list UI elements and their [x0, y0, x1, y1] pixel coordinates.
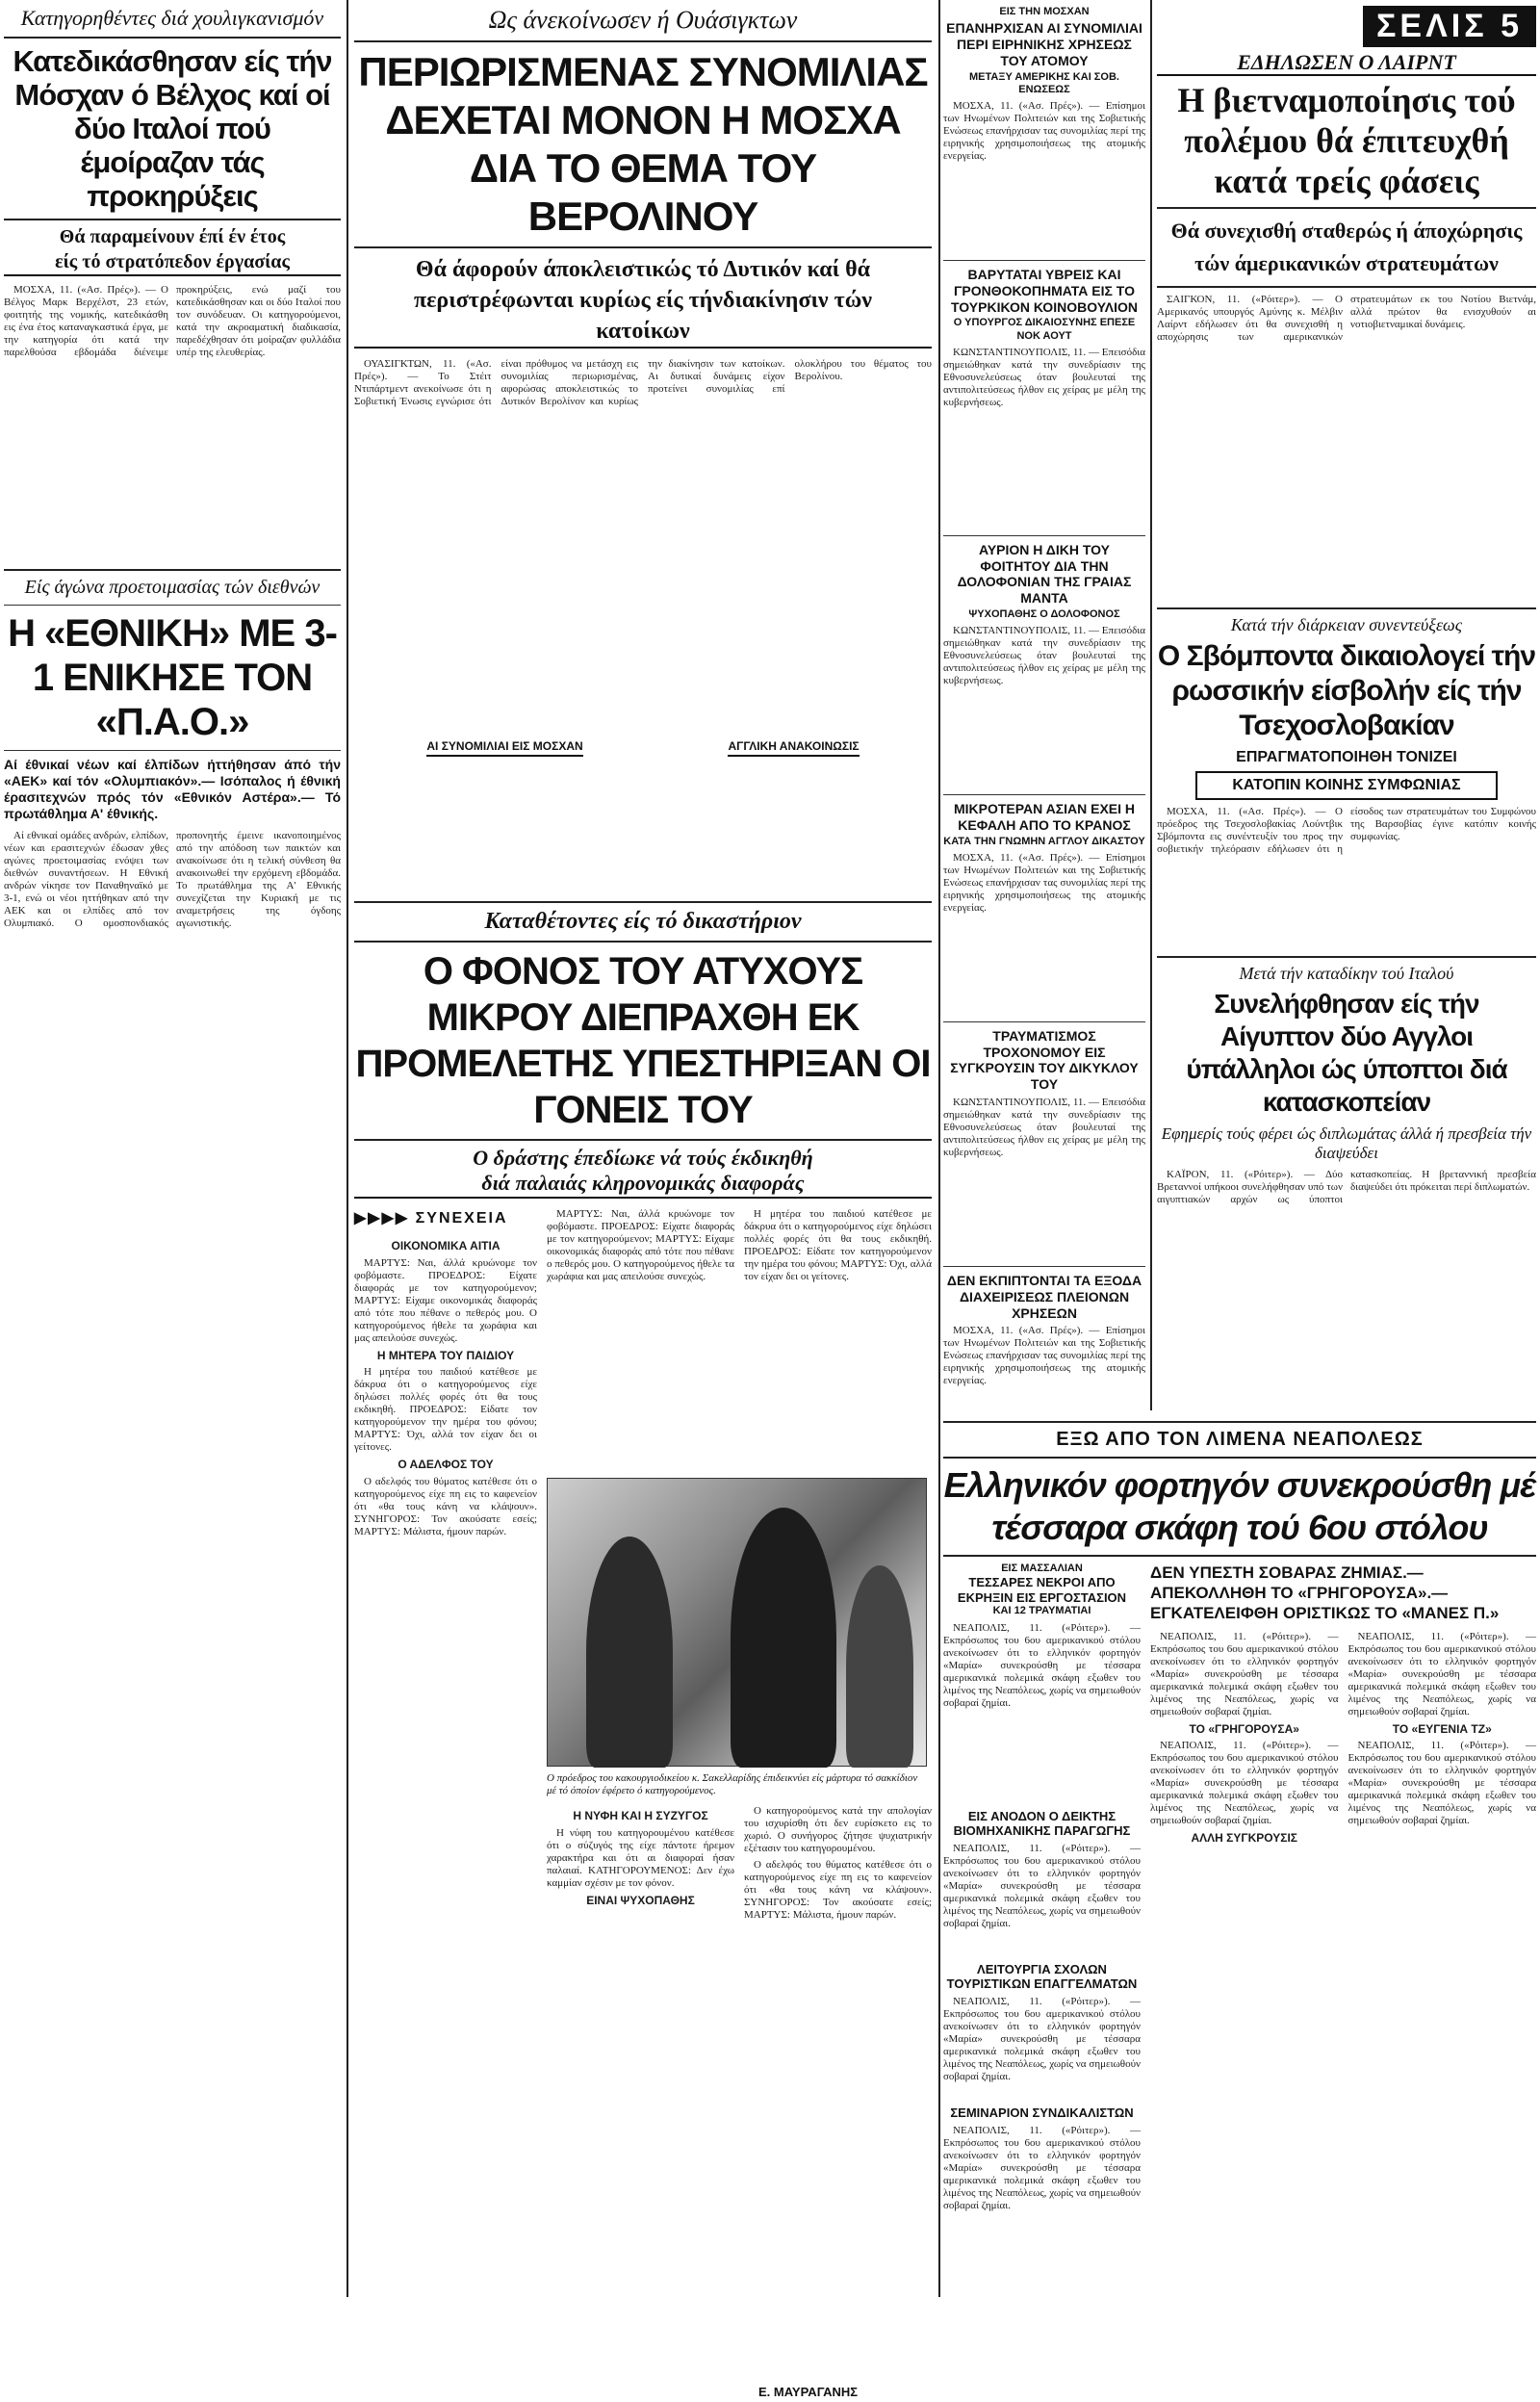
article-headline: Ο Σβόμποντα δικαιολογεί τήν ρωσσικήν είσβολήν είς τήν Τσεχοσλοβακίαν — [1157, 640, 1536, 742]
article-body — [4, 830, 341, 2332]
subheads-row — [354, 739, 932, 757]
right-column — [1157, 6, 1536, 1411]
divider — [4, 750, 341, 751]
divider — [4, 37, 341, 39]
article-headline: ΕΙΣ ΑΝΟΔΟΝ Ο ΔΕΙΚΤΗΣ ΒΙΟΜΗΧΑΝΙΚΗΣ ΠΑΡΑΓΩΓΗΣ — [953, 1808, 1131, 1839]
article-body — [943, 852, 1145, 1016]
paragraph: ΜΟΣΧΑ, 11. («Ασ. Πρές»). — Επίσημοι των Ηνωμένων Πολιτειών και της Σοβιετικής Ενώσεως επανήρχισαν τας συνομιλίας περί της ειρηνικής χρησιμοποιήσεως της ατομικής ενεργείας. — [943, 99, 1145, 162]
photo-figure — [846, 1565, 913, 1768]
divider — [354, 246, 932, 248]
narrow-column — [943, 6, 1145, 1411]
photo-figure — [586, 1537, 673, 1768]
article-body — [547, 1805, 932, 2383]
article-headline: Η βιετναμοποίησις τού πολέμου θά έπιτευχθή κατά τρείς φάσεις — [1177, 81, 1516, 201]
court-photo — [547, 1478, 927, 1767]
divider — [4, 219, 341, 220]
divider — [1157, 956, 1536, 958]
article-kicker: Κατά τήν διάρκειαν συνεντεύξεως — [1230, 615, 1463, 635]
article-body — [943, 100, 1145, 254]
article-body — [943, 1843, 1141, 1958]
article-body — [943, 2125, 1141, 2231]
paragraph: ΝΕΑΠΟΛΙΣ, 11. («Ρόιτερ»). — Εκπρόσωπος του 6ου αμερικανικού στόλου ανεκοίνωσεν ότι το ελληνικόν φορτηγόν «Μαρία» συνεκρούσθη με τέσσαρα αμερικανικά πολεμικά σκάφη εξωθεν του λιμένος της Νεαπόλεως, χωρίς να σημειωθούν σοβαραί ζημίαι. — [1348, 1631, 1536, 1718]
article-headline: ΛΕΙΤΟΥΡΓΙΑ ΣΧΟΛΩΝ ΤΟΥΡΙΣΤΙΚΩΝ ΕΠΑΓΓΕΛΜΑΤΩΝ — [946, 1961, 1138, 1992]
article-headline: ΠΕΡΙΩΡΙΣΜΕΝΑΣ ΣΥΝΟΜΙΛΙΑΣ ΔΕΧΕΤΑΙ ΜΟΝΟΝ Η ΜΟΣΧΑ ΔΙΑ ΤΟ ΘΕΜΑ ΤΟΥ ΒΕΡΟΛΙΝΟΥ — [358, 49, 928, 239]
paragraph: ΟΥΑΣΙΓΚΤΩΝ, 11. («Ασ. Πρές»). — Το Στέιτ Ντιπάρτμεντ ανεκοίνωσε ότι η Σοβιετική Ένωσις εγνώρισε ότι είναι πρόθυμος να μετάσχη εις συνομιλίας περιωρισμένας, αφορώσας αποκλειστικώς το Δυτικόν Βερολίνον και κυρίως την διακίνησιν των κατοίκων. Αι δυτικαί δυνάμεις είχον προτείνει συνομιλίας επί ολοκλήρου του θέματος του Βερολίνου. — [354, 358, 932, 407]
article-headline: Κατεδικάσθησαν είς τήν Μόσχαν ό Βέλχος καί οί δύο Ιταλοί πού έμοίραζαν τάς προκηρύξεις — [13, 44, 332, 213]
court-story — [354, 895, 932, 2400]
byline: Ε. ΜΑΥΡΑΓΑΝΗΣ — [758, 2385, 859, 2400]
article-kicker: Είς άγώνα προετοιμασίας τών διεθνών — [24, 577, 321, 598]
article-headline: ΜΙΚΡΟΤΕΡΑΝ ΑΣΙΑΝ ΕΧΕΙ Η ΚΕΦΑΛΗ ΑΠΟ ΤΟ ΚΡΑΝΟΣ — [953, 801, 1136, 833]
paragraph: ΚΩΝΣΤΑΝΤΙΝΟΥΠΟΛΙΣ, 11. — Επεισόδια σημειώθηκαν κατά την συνεδρίασιν της Εθνοσυνελεύσεως όταν βουλευταί της αντιπολιτεύσεως ήλθον εις χείρας με μέλη της κυβερνήσεως. — [943, 625, 1145, 687]
subhead: ΑΛΛΗ ΣΥΓΚΡΟΥΣΙΣ — [1191, 1831, 1297, 1846]
center-column — [354, 6, 932, 872]
article-kicker: Καταθέτοντες είς τό δικαστήριον — [484, 909, 802, 934]
article-body — [1150, 1631, 1536, 2247]
ship-sidebar — [943, 1563, 1141, 2294]
subhead: ΜΕΤΑΞΥ ΑΜΕΡΙΚΗΣ ΚΑΙ ΣΟΒ. ΕΝΩΣΕΩΣ — [969, 70, 1119, 95]
divider — [354, 941, 932, 943]
article-deck: ΔΕΝ ΥΠΕΣΤΗ ΣΟΒΑΡΑΣ ΖΗΜΙΑΣ.— ΑΠΕΚΟΛΛΗΘΗ ΤΟ «ΓΡΗΓΟΡΟΥΣΑ».— ΕΓΚΑΤΕΛΕΙΦΘΗ ΟΡΙΣΤΙΚΩΣ ΤΟ «ΜΑΝΕΣ Π.» — [1150, 1563, 1500, 1622]
divider — [943, 1021, 1145, 1022]
divider — [1157, 207, 1536, 209]
paragraph: Η νύφη του κατηγορουμένου κατέθεσε ότι ο σύζυγός της είχε πάντοτε ήρεμον χαρακτήρα και ότι αι διαφοραί ήσαν παλαιαί. ΚΑΤΗΓΟΡΟΥΜΕΝΟΣ: Δεν έχω καμμίαν σχέσιν με τον φόνον. — [547, 1826, 734, 1889]
paragraph: ΜΟΣΧΑ, 11. («Ασ. Πρές»). — Επίσημοι των Ηνωμένων Πολιτειών και της Σοβιετικής Ενώσεως επανήρχισαν τας συνομιλίας περί της ειρηνικής χρησιμοποιήσεως της ατομικής ενεργείας. — [943, 1325, 1145, 1387]
paragraph: ΝΕΑΠΟΛΙΣ, 11. («Ρόιτερ»). — Εκπρόσωπος του 6ου αμερικανικού στόλου ανεκοίνωσεν ότι το ελληνικόν φορτηγόν «Μαρία» συνεκρούσθη με τέσσαρα αμερικανικά πολεμικά σκάφη εξωθεν του λιμένος της Νεαπόλεως, χωρίς να σημειωθούν σοβαραί ζημίαι. — [943, 1621, 1141, 1709]
arrow-right-icon: ▶▶▶▶ — [354, 1210, 410, 1227]
paragraph: ΜΟΣΧΑ, 11. («Ασ. Πρές»). — Επίσημοι των Ηνωμένων Πολιτειών και της Σοβιετικής Ενώσεως επανήρχισαν τας συνομιλίας περί της ειρηνικής χρησιμοποιήσεως της ατομικής ενεργείας. — [943, 851, 1145, 914]
divider — [354, 901, 932, 903]
article-deck: Εφημερίς τούς φέρει ώς διπλωμάτας άλλά ή πρεσβεία τήν διαψεύδει — [1161, 1124, 1532, 1162]
paragraph: ΝΕΑΠΟΛΙΣ, 11. («Ρόιτερ»). — Εκπρόσωπος του 6ου αμερικανικού στόλου ανεκοίνωσεν ότι το ελληνικόν φορτηγόν «Μαρία» συνεκρούσθη με τέσσαρα αμερικανικά πολεμικά σκάφη εξωθεν του λιμένος της Νεαπόλεως, χωρίς να σημειωθούν σοβαραί ζημίαι. — [943, 1995, 1141, 2082]
paragraph: ΚΩΝΣΤΑΝΤΙΝΟΥΠΟΛΙΣ, 11. — Επεισόδια σημειώθηκαν κατά την συνεδρίασιν της Εθνοσυνελεύσεως όταν βουλευταί της αντιπολιτεύσεως ήλθον εις χείρας με μέλη της κυβερνήσεως. — [943, 346, 1145, 408]
photo-figure — [731, 1508, 836, 1768]
article-body — [1157, 806, 1536, 950]
article-headline: Ο ΦΟΝΟΣ ΤΟΥ ΑΤΥΧΟΥΣ ΜΙΚΡΟΥ ΔΙΕΠΡΑΧΘΗ ΕΚ ΠΡΟΜΕΛΕΤΗΣ ΥΠΕΣΤΗΡΙΞΑΝ ΟΙ ΓΟΝΕΙΣ ΤΟΥ — [355, 950, 931, 1131]
article-deck: Θά παραμείνουν έπί έν έτος — [59, 226, 286, 247]
article-deck: ΚΑΤΟΠΙΝ ΚΟΙΝΗΣ ΣΥΜΦΩΝΙΑΣ — [1195, 771, 1498, 800]
article-body — [1157, 1169, 1536, 1294]
article-deck: ΕΠΡΑΓΜΑΤΟΠΟΙΗΘΗ ΤΟΝΙΖΕΙ — [1236, 749, 1457, 766]
left-column — [4, 6, 341, 2293]
subhead: ΕΙΣ ΤΗΝ ΜΟΣΧΑΝ — [999, 6, 1090, 17]
paragraph: ΚΩΝΣΤΑΝΤΙΝΟΥΠΟΛΙΣ, 11. — Επεισόδια σημειώθηκαν κατά την συνεδρίασιν της Εθνοσυνελεύσεως όταν βουλευταί της αντιπολιτεύσεως ήλθον εις χείρας με μέλη της κυβερνήσεως. — [943, 1097, 1145, 1159]
paragraph: ΜΟΣΧΑ, 11. («Ασ. Πρές»). — Ο πρόεδρος της Τσεχοσλοβακίας Λούντβικ Σβόμποντα εις συνέντευξίν του προς την σοβιετικήν τηλεόρασιν εδήλωσεν ότι η είσοδος των στρατευμάτων του Συμφώνου της Βαρσοβίας έγινε κατόπιν κοινής συμφωνίας. — [1157, 805, 1536, 855]
article-deck: διά παλαιάς κληρονομικάς διαφοράς — [354, 1172, 932, 1199]
paragraph: Ο κατηγορούμενος κατά την απολογίαν του ισχυρίσθη ότι δεν ευρίσκετο εις το χωριό. Ο συνήγορος ζήτησε ψυχιατρικήν εξέτασιν του κατηγορουμένου. — [744, 1805, 932, 1855]
subhead: ΕΙΝΑΙ ΨΥΧΟΠΑΘΗΣ — [586, 1893, 695, 1907]
article-body — [943, 1097, 1145, 1260]
article-body — [943, 347, 1145, 529]
paragraph: Αί εθνικαί ομάδες ανδρών, ελπίδων, νέων και ερασιτεχνών έδωσαν χθες αγώνες προετοιμασίας ενόψει των διεθνών συναντήσεων. Η Εθνική ανδρών νίκησε τον Παναθηναϊκό με 3-1, ενώ οι νέοι ηττήθηκαν από την ΑΕΚ και οι ελπίδες από τον Ολυμπιακό. Ο ομοσπονδιακός προπονητής έμεινε ικανοποιημένος από την απόδοση των παικτών και ανακοίνωσε ότι η τελική σύνθεση θα ανακοινωθεί την ερχόμενη εβδομάδα. Το πρωτάθλημα της Α' Εθνικής συνεχίζεται την Κυριακή με τις αναμετρήσεις της όγδοης αγωνιστικής. — [4, 830, 341, 929]
divider — [1157, 607, 1536, 609]
divider — [943, 260, 1145, 261]
divider — [4, 605, 341, 606]
article-deck: Θά άφορούν άποκλειστικώς τό Δυτικόν καί θά περιστρέφωνται κυρίως είς τήνδιακίνησιν τών κατοίκων — [354, 254, 932, 349]
ship-story — [943, 1415, 1536, 2293]
article-headline: ΑΥΡΙΟΝ Η ΔΙΚΗ ΤΟΥ ΦΟΙΤΗΤΟΥ ΔΙΑ ΤΗΝ ΔΟΛΟΦΟΝΙΑΝ ΤΗΣ ΓΡΑΙΑΣ ΜΑΝΤΑ — [957, 541, 1132, 607]
divider — [354, 40, 932, 42]
article-headline: ΕΠΑΝΗΡΧΙΣΑΝ ΑΙ ΣΥΝΟΜΙΛΙΑΙ ΠΕΡΙ ΕΙΡΗΝΙΚΗΣ ΧΡΗΣΕΩΣ ΤΟΥ ΑΤΟΜΟΥ — [946, 20, 1142, 68]
subhead: ΤΟ «ΕΥΓΕΝΙΑ ΤΖ» — [1392, 1722, 1492, 1736]
story-body-area — [354, 1208, 932, 2402]
subhead: ΚΑΙ 12 ΤΡΑΥΜΑΤΙΑΙ — [992, 1605, 1091, 1617]
subhead: Ο ΥΠΟΥΡΓΟΣ ΔΙΚΑΙΟΣΥΝΗΣ ΕΠΕΣΕ ΝΟΚ ΑΟΥΤ — [953, 317, 1136, 342]
article-deck: Αί έθνικαί νέων καί έλπίδων ήττήθησαν άπό τήν «ΑΕΚ» καί τόν «Ολυμπιακόν».— Ισόπαλος ή έθνική έρασιτεχνών πρός τόν «Εθνικόν Αστέρα».— Τό πρωτάθλημα Α' έθνικής. — [4, 757, 341, 821]
subhead: Ο ΑΔΕΛΦΟΣ ΤΟΥ — [398, 1458, 494, 1472]
divider — [4, 569, 341, 571]
divider — [1157, 286, 1536, 288]
continuation-marker — [354, 1208, 508, 1227]
paragraph: ΜΑΡΤΥΣ: Ναι, άλλά κρυώνομε τον φοβόμαστε. ΠΡΟΕΔΡΟΣ: Είχατε διαφοράς με τον κατηγορούμενον; ΜΑΡΤΥΣ: Είχαμε οικονομικάς διαφοράς από τότε που πέθανε ο πεθερός μου. Ο κατηγορούμενος ήθελε τα χωράφια και μας απειλούσε συνεχώς. — [354, 1256, 537, 1344]
paragraph: ΣΑΙΓΚΟΝ, 11. («Ρόιτερ»). — Ο Αμερικανός υπουργός Αμύνης κ. Μέλβιν Λαίρντ εδήλωσεν ότι θα συνεχισθή η αποχώρησις των αμερικανικών στρατευμάτων εκ του Νοτίου Βιετνάμ, αλλά πρώτον θα ενισχυθούν αι νοτιοβιετναμικαί δυνάμεις. — [1157, 294, 1536, 344]
subhead: ΤΟ «ΓΡΗΓΟΡΟΥΣΑ» — [1189, 1722, 1299, 1736]
article-headline: ΒΑΡΥΤΑΤΑΙ ΥΒΡΕΙΣ ΚΑΙ ΓΡΟΝΘΟΚΟΠΗΜΑΤΑ ΕΙΣ ΤΟ ΤΟΥΡΚΙΚΟΝ ΚΟΙΝΟΒΟΥΛΙΟΝ — [951, 266, 1138, 315]
divider — [943, 535, 1145, 536]
paragraph: ΜΟΣΧΑ, 11. («Ασ. Πρές»). — Ο Βέλγος Μαρκ Βερχέλστ, 23 ετών, φοιτητής της νομικής, κατεδικάσθη εις ένα έτος καταναγκαστικά έργα, με την κατηγορία ότι κατά την παρελθούσα εβδομάδα διένειμε προκηρύξεις, ενώ μαζί του κατεδικάσθησαν και οι δύο Ιταλοί που τον συνόδευαν. Οι κατηγορούμενοι, κατά την ακροαματική διαδικασία, παρεδέχθησαν ότι μοίραζαν φυλλάδια υπέρ της ελευθερίας. — [4, 284, 341, 358]
article-body — [354, 1235, 537, 2400]
article-deck: είς τό στρατόπεδον έργασίας — [4, 251, 341, 276]
article-headline: Ελληνικόν φορτηγόν συνεκρούσθη μέ τέσσαρα σκάφη τού 6ου στόλου — [943, 1465, 1536, 1547]
article-kicker: Μετά τήν καταδίκην τού Ιταλού — [1239, 963, 1454, 983]
article-body — [1157, 294, 1536, 602]
article-kicker: Ως άνεκοίνωσεν ή Ουάσιγκτων — [488, 6, 798, 34]
divider — [943, 794, 1145, 795]
article-headline: Συνελήφθησαν είς τήν Αίγυπτον δύο Αγγλοι ύπάλληλοι ώς ύποπτοι διά κατασκοπείαν — [1186, 988, 1507, 1117]
article-headline: ΤΕΣΣΑΡΕΣ ΝΕΚΡΟΙ ΑΠΟ ΕΚΡΗΞΙΝ ΕΙΣ ΕΡΓΟΣΤΑΣΙΟΝ — [957, 1575, 1127, 1605]
subhead: ΚΑΤΑ ΤΗΝ ΓΝΩΜΗΝ ΑΓΓΛΟΥ ΔΙΚΑΣΤΟΥ — [943, 835, 1145, 847]
paragraph: ΝΕΑΠΟΛΙΣ, 11. («Ρόιτερ»). — Εκπρόσωπος του 6ου αμερικανικού στόλου ανεκοίνωσεν ότι το ελληνικόν φορτηγόν «Μαρία» συνεκρούσθη με τέσσαρα αμερικανικά πολεμικά σκάφη εξωθεν του λιμένος της Νεαπόλεως, χωρίς να σημειωθούν σοβαραί ζημίαι. — [1150, 1740, 1339, 1827]
article-headline: Η «ΕΘΝΙΚΗ» ΜΕ 3-1 ΕΝΙΚΗΣΕ ΤΟΝ «Π.Α.Ο.» — [8, 612, 337, 743]
subhead: ΟΙΚΟΝΟΜΙΚΑ ΑΙΤΙΑ — [391, 1239, 500, 1253]
photo-caption: Ο πρόεδρος του κακουργιοδικείου κ. Σακελλαρίδης έπιδεικνύει είς μάρτυρα τό σακκίδιον μέ τό όποίον έφέρετο ό κατηγορούμενος. — [547, 1772, 918, 1797]
paragraph: ΝΕΑΠΟΛΙΣ, 11. («Ρόιτερ»). — Εκπρόσωπος του 6ου αμερικανικού στόλου ανεκοίνωσεν ότι το ελληνικόν φορτηγόν «Μαρία» συνεκρούσθη με τέσσαρα αμερικανικά πολεμικά σκάφη εξωθεν του λιμένος της Νεαπόλεως, χωρίς να σημειωθούν σοβαραί ζημίαι. — [943, 2124, 1141, 2211]
paragraph: Ο αδελφός του θύματος κατέθεσε ότι ο κατηγορούμενος είχε πη εις το καφενείον ότι «θα τους κάνη να κλάψουν». ΣΥΝΗΓΟΡΟΣ: Τον ακούσατε εσείς; ΜΑΡΤΥΣ: Μάλιστα, ήμουν παρών. — [354, 1475, 537, 1537]
article-body — [547, 1208, 932, 1468]
subhead: ΑΓΓΛΙΚΗ ΑΝΑΚΟΙΝΩΣΙΣ — [728, 739, 859, 757]
continuation-label: ΣΥΝΕΧΕΙΑ — [415, 1210, 508, 1227]
article-body — [354, 358, 932, 734]
ship-story-body — [943, 1563, 1536, 2294]
article-headline: ΤΡΑΥΜΑΤΙΣΜΟΣ ΤΡΟΧΟΝΟΜΟΥ ΕΙΣ ΣΥΓΚΡΟΥΣΙΝ ΤΟΥ ΔΙΚΥΚΛΟΥ ΤΟΥ — [950, 1027, 1139, 1093]
paragraph: Ο αδελφός του θύματος κατέθεσε ότι ο κατηγορούμενος είχε πη εις το καφενείον ότι «θα τους κάνη να κλάψουν». ΣΥΝΗΓΟΡΟΣ: Τον ακούσατε εσείς; ΜΑΡΤΥΣ: Μάλιστα, ήμουν παρών. — [744, 1859, 932, 1922]
article-kicker: ΕΔΗΛΩΣΕΝ Ο ΛΑΙΡΝΤ — [1157, 51, 1536, 76]
article-deck: Θά συνεχισθή σταθερώς ή άποχώρησις τών άμερικανικών στρατευμάτων — [1170, 219, 1523, 276]
divider — [943, 1266, 1145, 1267]
article-body — [943, 625, 1145, 788]
divider — [354, 1139, 932, 1141]
divider — [943, 1457, 1536, 1459]
paragraph: ΜΑΡΤΥΣ: Ναι, άλλά κρυώνομε τον φοβόμαστε. ΠΡΟΕΔΡΟΣ: Είχατε διαφοράς με τον κατηγορούμενον; ΜΑΡΤΥΣ: Είχαμε οικονομικάς διαφοράς από τότε που πέθανε ο πεθερός μου. Ο κατηγορούμενος ήθελε τα χωράφια και μας απειλούσε συνεχώς. — [547, 1208, 734, 1283]
column-rule — [1150, 0, 1152, 1410]
paragraph: Η μητέρα του παιδιού κατέθεσε με δάκρυα ότι ο κατηγορούμενος είχε δηλώσει πολλές φορές ότι θα τους εκδικηθή. ΠΡΟΕΔΡΟΣ: Είδατε τον κατηγορούμενον την ημέρα του φόνου; ΜΑΡΤΥΣ: Όχι, αλλά τον είχαν δει οι γείτονες. — [354, 1366, 537, 1454]
subhead: Η ΝΥΦΗ ΚΑΙ Η ΣΥΖΥΓΟΣ — [573, 1809, 708, 1823]
column-rule — [346, 0, 348, 2297]
paragraph: ΝΕΑΠΟΛΙΣ, 11. («Ρόιτερ»). — Εκπρόσωπος του 6ου αμερικανικού στόλου ανεκοίνωσεν ότι το ελληνικόν φορτηγόν «Μαρία» συνεκρούσθη με τέσσαρα αμερικανικά πολεμικά σκάφη εξωθεν του λιμένος της Νεαπόλεως, χωρίς να σημειωθούν σοβαραί ζημίαι. — [1150, 1631, 1339, 1718]
ship-main — [1150, 1563, 1536, 2294]
divider — [943, 1421, 1536, 1423]
article-deck: Ο δράστης έπεδίωκε νά τούς έκδικηθή — [473, 1146, 813, 1170]
article-body — [943, 1996, 1141, 2102]
article-body — [943, 1622, 1141, 1805]
paragraph: ΝΕΑΠΟΛΙΣ, 11. («Ρόιτερ»). — Εκπρόσωπος του 6ου αμερικανικού στόλου ανεκοίνωσεν ότι το ελληνικόν φορτηγόν «Μαρία» συνεκρούσθη με τέσσαρα αμερικανικά πολεμικά σκάφη εξωθεν του λιμένος της Νεαπόλεως, χωρίς να σημειωθούν σοβαραί ζημίαι. — [1348, 1740, 1536, 1827]
paragraph: Η μητέρα του παιδιού κατέθεσε με δάκρυα ότι ο κατηγορούμενος είχε δηλώσει πολλές φορές ότι θα τους εκδικηθή. ΠΡΟΕΔΡΟΣ: Είδατε τον κατηγορούμενον την ημέρα του φόνου; ΜΑΡΤΥΣ: Όχι, αλλά τον είχαν δει οι γείτονες. — [744, 1208, 932, 1283]
article-headline: ΣΕΜΙΝΑΡΙΟΝ ΣΥΝΔΙΚΑΛΙΣΤΩΝ — [950, 2105, 1134, 2120]
subhead: ΨΥΧΟΠΑΘΗΣ Ο ΔΟΛΟΦΟΝΟΣ — [968, 607, 1120, 620]
page-label-wrap — [1157, 6, 1536, 47]
article-kicker: ΕΞΩ ΑΠΟ ΤΟΝ ΛΙΜΕΝΑ ΝΕΑΠΟΛΕΩΣ — [1056, 1429, 1424, 1450]
subhead: ΕΙΣ ΜΑΣΣΑΛΙΑΝ — [1001, 1563, 1083, 1574]
page-label: ΣΕΛΙΣ 5 — [1363, 6, 1536, 47]
article-body — [4, 284, 341, 563]
column-rule — [938, 0, 940, 2297]
subhead: ΑΙ ΣΥΝΟΜΙΛΙΑΙ ΕΙΣ ΜΟΣΧΑΝ — [426, 739, 582, 757]
paragraph: ΝΕΑΠΟΛΙΣ, 11. («Ρόιτερ»). — Εκπρόσωπος του 6ου αμερικανικού στόλου ανεκοίνωσεν ότι το ελληνικόν φορτηγόν «Μαρία» συνεκρούσθη με τέσσαρα αμερικανικά πολεμικά σκάφη εξωθεν του λιμένος της Νεαπόλεως, χωρίς να σημειωθούν σοβαραί ζημίαι. — [943, 1842, 1141, 1929]
article-kicker: Κατηγορηθέντες διά χουλιγκανισμόν — [20, 6, 324, 30]
subhead: Η ΜΗΤΕΡΑ ΤΟΥ ΠΑΙΔΙΟΥ — [376, 1348, 515, 1362]
divider — [943, 1555, 1536, 1557]
article-headline: ΔΕΝ ΕΚΠΙΠΤΟΝΤΑΙ ΤΑ ΕΞΟΔΑ ΔΙΑΧΕΙΡΙΣΕΩΣ ΠΛΕΙΟΝΩΝ ΧΡΗΣΕΩΝ — [946, 1273, 1142, 1321]
paragraph: ΚΑΪΡΟΝ, 11. («Ρόιτερ»). — Δύο Βρεταννοί υπήκοοι συνελήφθησαν υπό των αιγυπτιακών αρχών ως ύποπτοι κατασκοπείας. Η βρεταννική πρεσβεία διαψεύδει ότι πρόκειται περί διπλωματών. — [1157, 1168, 1536, 1205]
